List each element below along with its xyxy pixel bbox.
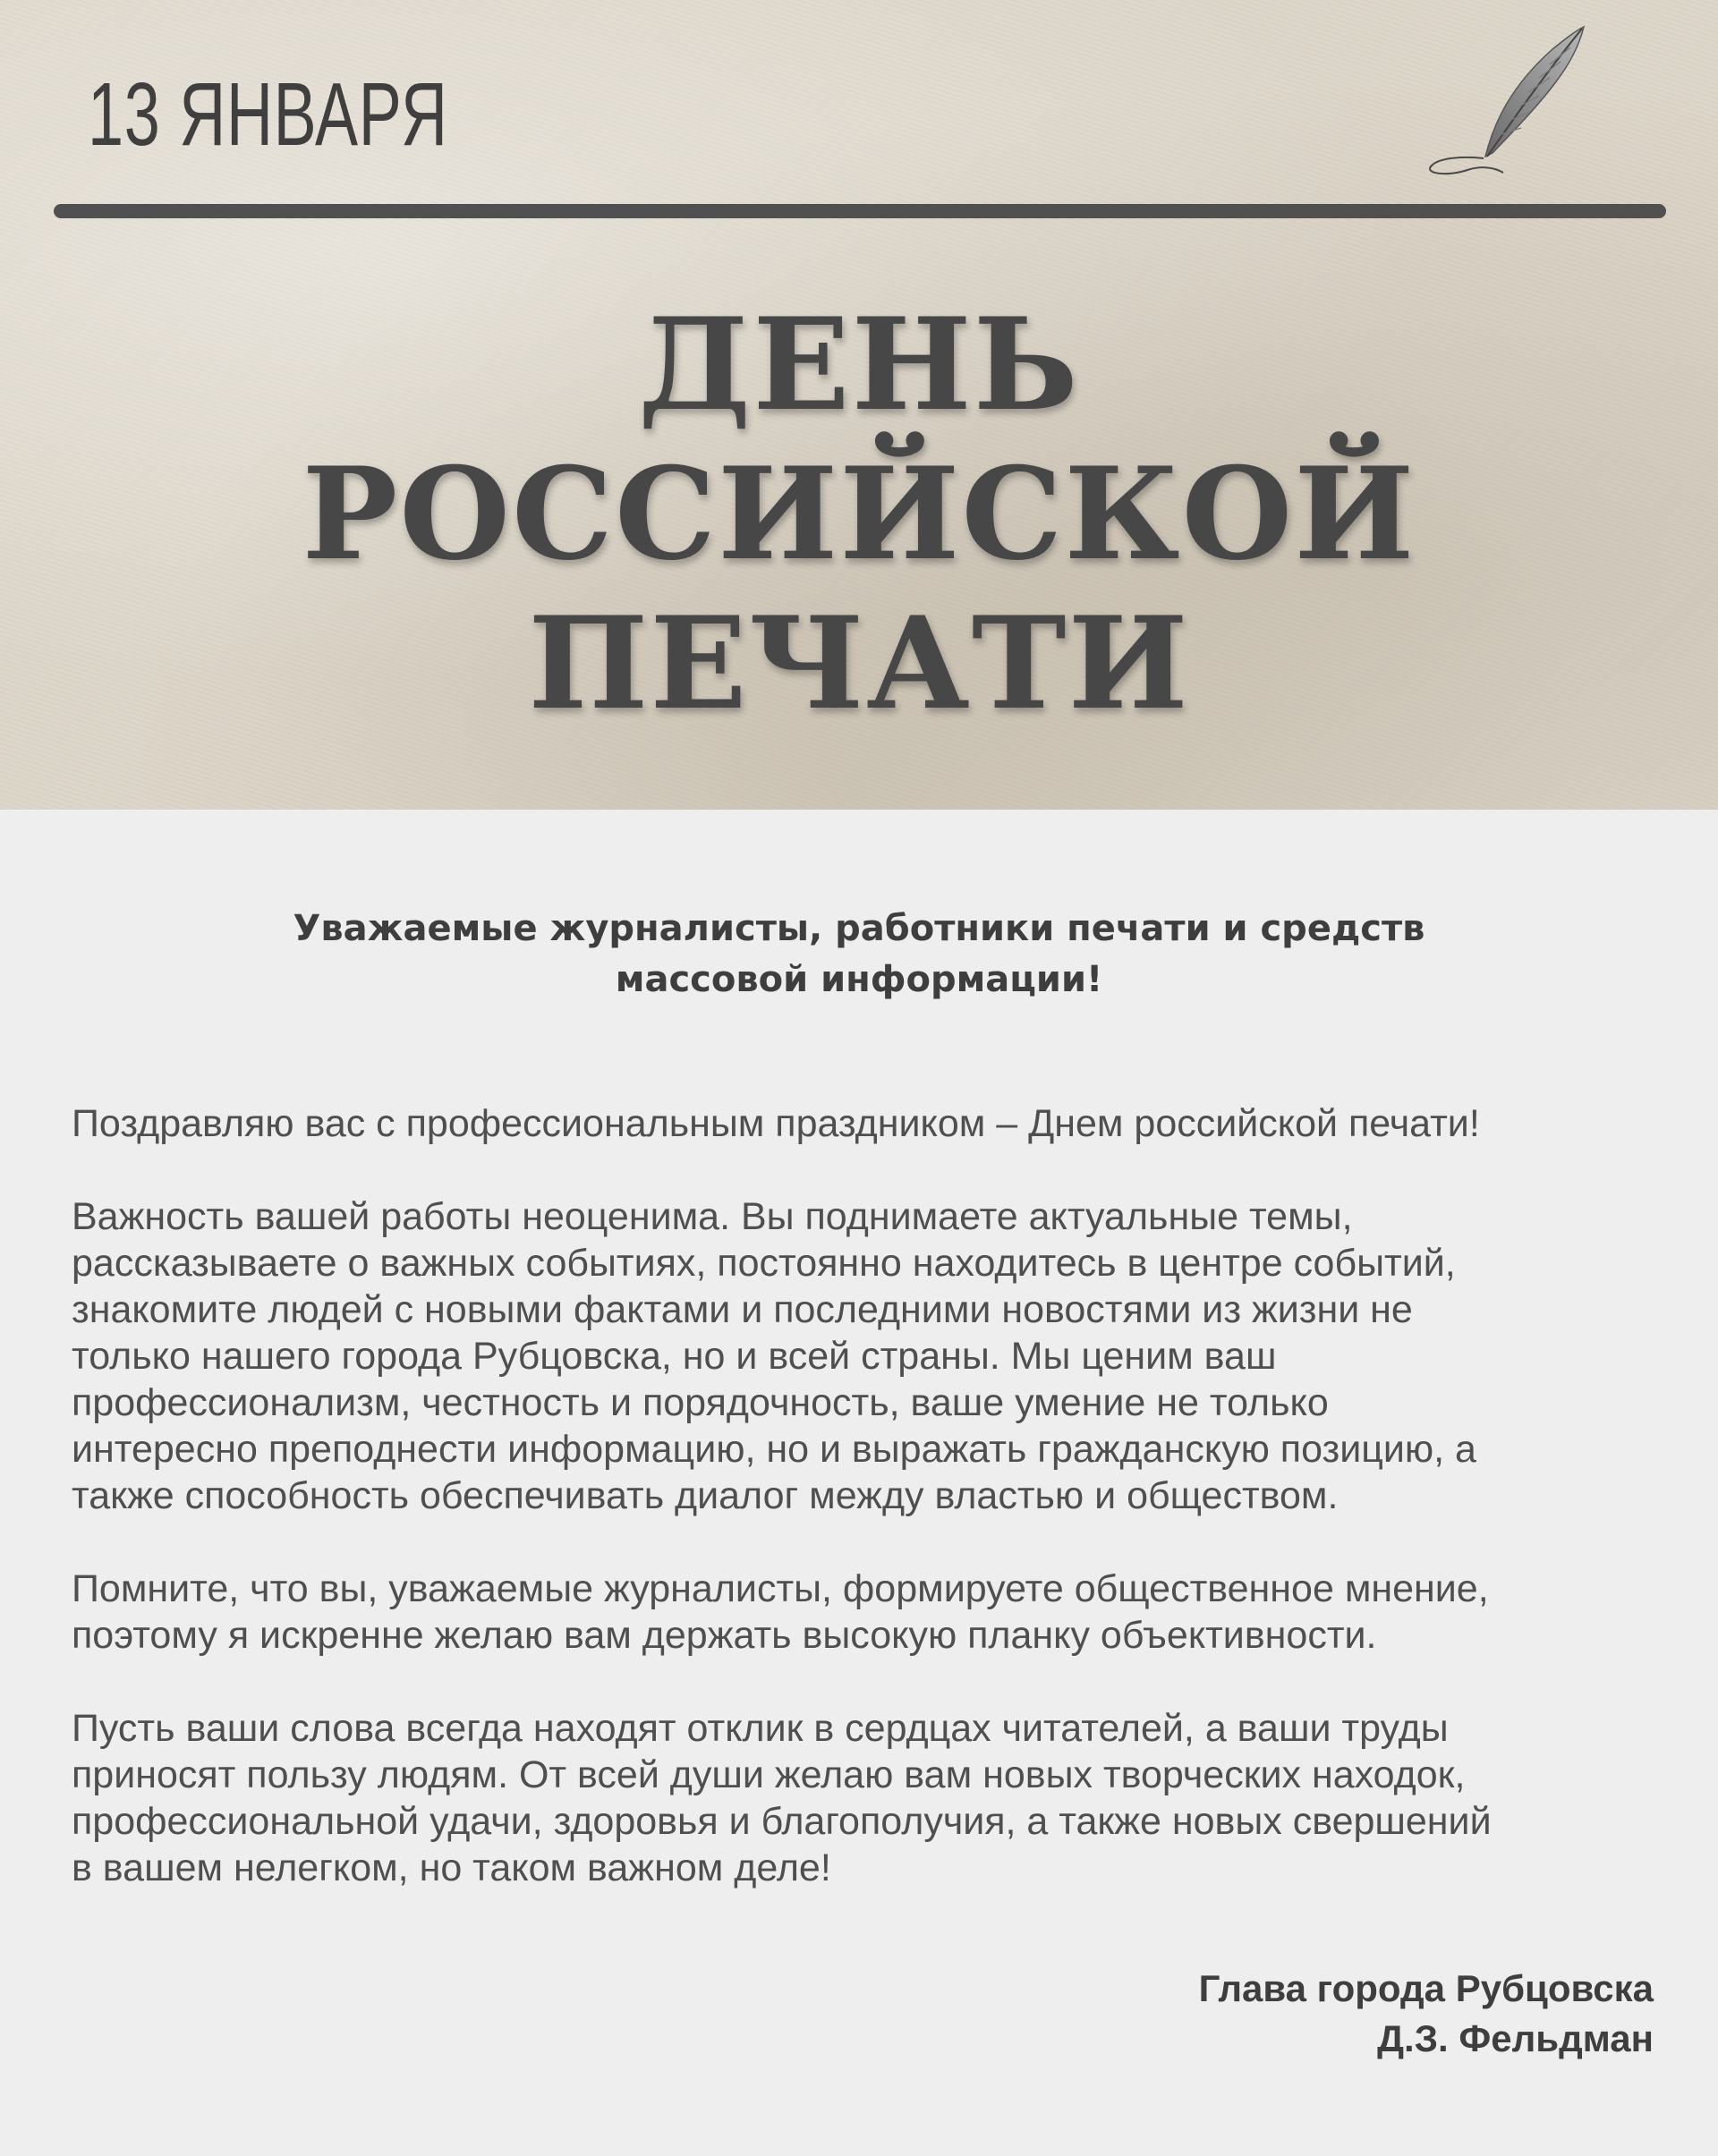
paragraph (72, 1193, 1682, 1519)
text-line: профессиональной удачи, здоровья и благополучия, а также новых свершений (72, 1800, 1492, 1843)
text-line: Пусть ваши слова всегда находят отклик в сердцах читателей, а ваши труды (72, 1707, 1449, 1750)
text-line: интересно преподнести информацию, но и выражать гражданскую позицию, а (72, 1428, 1476, 1471)
text-line: Важность вашей работы неоценима. Вы поднимаете актуальные темы, (72, 1195, 1353, 1238)
greeting-heading (0, 904, 1718, 1006)
title-line: ДЕНЬ (638, 291, 1080, 439)
header-divider (54, 204, 1666, 218)
text-line: только нашего города Рубцовска, но и всей страны. Мы ценим ваш (72, 1335, 1277, 1378)
text-line: рассказываете о важных событиях, постоянно находитесь в центре событий, (72, 1242, 1456, 1285)
paragraph (72, 1100, 1682, 1147)
title-line: ПЕЧАТИ (528, 590, 1190, 738)
text-line: знакомите людей с новыми фактами и последними новостями из жизни не (72, 1288, 1413, 1331)
text-line: Помните, что вы, уважаемые журналисты, формируете общественное мнение, (72, 1567, 1489, 1610)
text-line: в вашем нелегком, но таком важном деле! (72, 1846, 831, 1889)
signature-position: Глава города Рубцовска (1198, 1967, 1654, 2009)
greeting-line: массовой информации! (615, 959, 1103, 1000)
title-line: РОССИЙСКОЙ (302, 440, 1416, 589)
header-banner (0, 0, 1718, 810)
text-line: поэтому я искренне желаю вам держать высокую планку объективности. (72, 1614, 1377, 1657)
greeting-line: Уважаемые журналисты, работники печати и средств (293, 908, 1425, 949)
page-title (0, 291, 1718, 739)
signature-block (1199, 1964, 1654, 2064)
paragraph (72, 1566, 1682, 1659)
letter-body (72, 1100, 1682, 1938)
paragraph (72, 1705, 1682, 1891)
text-line: также способность обеспечивать диалог между властью и обществом. (72, 1474, 1339, 1517)
quill-pen-icon (1396, 22, 1602, 179)
signature-name: Д.З. Фельдман (1377, 2017, 1654, 2059)
date-label: 13 ЯНВАРЯ (88, 64, 448, 165)
text-line: профессионализм, честность и порядочность, ваше умение не только (72, 1381, 1329, 1424)
text-line: Поздравляю вас с профессиональным праздником – Днем российской печати! (72, 1102, 1480, 1145)
text-line: приносят пользу людям. От всей души желаю вам новых творческих находок, (72, 1753, 1466, 1796)
